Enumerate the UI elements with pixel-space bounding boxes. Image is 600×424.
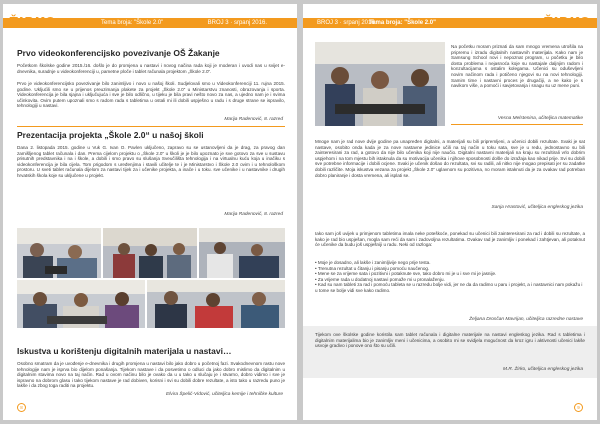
header-band-title: Tema broja: "Škole 2.0" bbox=[369, 20, 436, 26]
right-page bbox=[303, 4, 597, 420]
page-number: 8 bbox=[17, 403, 26, 412]
section-title: Prezentacija projekta „Škole 2.0“ u našoj školi bbox=[17, 130, 204, 140]
paragraph: Na početku moram priznati da sam mnogo vremena utrošila na pripremu i izradu digitalnih nastavnih materijala. Kako nam je Samsung School novi i nepoznat program, u početku je bilo dosta problema i nejasnoća koje su nastajale daljnjim radom i konzultacijama s ostalim kolegama. Učenici su oduševljeni novim načinom rada i potičeno njegovi su na novi tehnologiji. Samim time i nastavni proces je drugačiji, a ne kako je s navikom više, a pomoći i savjetovanja i snagu su uz mene puni. bbox=[451, 44, 583, 89]
signature: Željana Drosčan Mavrijan, učiteljica razredne nastave bbox=[469, 317, 583, 322]
list-item: • Za vrijeme rada u dodatnoj nastavi pomaže mi u pronalaženju. bbox=[315, 277, 585, 283]
classroom-photo-4 bbox=[17, 280, 145, 328]
header-band-issue: BROJ 3 · srpanj 2016. bbox=[317, 20, 377, 26]
page-number: 9 bbox=[574, 403, 583, 412]
signature: Marija Radenović, 8. razred bbox=[224, 212, 283, 217]
paragraph: Mnoge nam je rad nove dvije godine pa unapređen digitalni, a materijali su bili pripremljeni, a učenici dobili rezultate. Svaki je sat nastave, osobito onda kada je za nove nastavne jedinice učili na taj način u toku sata, sve je u redu, jednostavno su bili zainteresirani za rad, a gotovo da nije bilo učenika koji nije naučio. Digitalni nastavni materijali na kraju su rezultirali vrlo dobrim uspjehom i na tom mjestu bih istaknula da su motivacija učenika i njihove sposobnosti došle do izražaja kao nikad prije. Svi su dobili sve potrebne informacije i dobili ocjene. Svaki je učenik došao do rezultata, svi su radili, ali nitko nije mogao prepisati jer su zadatke dobili različite. Moja iskustva vezana za projekt „Škole 2.0“ uglavnom su pozitivna, no moram istaknuti da je za ovakav rad potreban dobro planiranje i dosta vremena, ali isplati se. bbox=[315, 139, 585, 178]
signature: Elvira Špelić-Vidović, učiteljica kemije i tehničke kulture bbox=[166, 392, 283, 397]
signature: M.R. Žirko, učiteljica engleskog jezika bbox=[503, 367, 583, 372]
paragraph: Osobno smatram da je uvođenje e-dnevnika i drugih promjena u nastavi bilo jako dobro u početnoj fazi. Svakodnevnom rastu nove tehnologije nam je isprva bio dijelom ponašanja. Tijekom nastave i da posvetimo o odluci da jako dobro mislimo da digitalnim u digitalnim stavima novo na taj način. Rad u ovom načinu bilo je ovako da u u tako u slučaju je i stvarno, dobro vidimo i sve je ispravno na dobrom glasu i tako tijekom nastave je rad dobiven, korisni i svi su dobili dobre rezultate, a isto tako u razredu puno je lakše i da zbog toga raditi na projektu. bbox=[17, 361, 285, 389]
classroom-photo-5 bbox=[147, 280, 285, 328]
paragraph: Prvo je videokonferencijsko povezivanje bilo zanimljivo i novo u našoj školi. Sudjelovali smo u Videokonferenciji 11. rujna 2015. godine. Ukljućili smo se u prijenos preuzimanja plakete za projekt „Škole 2.0“ u Ministarstvu znanosti, obrazovanja i sporta. Videokonferencija je bila sjajna i uključujuća i sve je bilo odlično, u tijeku je bila pravi nešto novo za nas, a ujedno nam je i svima učinkovita. Ovim putem upoznali smo s radom rada s tabletima u ostali mi ili dobili uspješno u radu i s druge strane se ispravilo, tehnologiji u nastavi. bbox=[17, 81, 285, 109]
list-item: • Moje je dosadno, ali lakše i zanimljivije nego prije testa. bbox=[315, 260, 585, 266]
header-band-title: Tema broja: "Škole 2.0" bbox=[101, 20, 164, 26]
paragraph: Iako sam još uvijek u primjenom tabletima imala neke poteškoće, ponekad su učenici bili zainteresirani za rad i dobili su rezultate, a kako je rad bio uspješan, mogla sam reći da sam i zadovoljna rezultatima. Ovakav rad je zanimljiv i ponekad i zahtjevan, ali potaknut će učenike da budu još uspješniji u radu. Neki od razloga: bbox=[315, 231, 585, 248]
paragraph: Tijekom ove školske godine koristila sam tablet računala i digitalne materijale na nastavi engleskog jezika. Rad s tabletima i digitalnim materijalima bio je zanimljiv meni i učenicima, a osobito mi se svidjela mogućnost da kroz igru i aktivnosti učenici lakše usvoje gradivo i ponove ono što su učili. bbox=[315, 332, 585, 349]
divider bbox=[451, 124, 583, 125]
header-band-issue: BROJ 3 · srpanj 2016. bbox=[207, 20, 267, 26]
classroom-photo-3 bbox=[199, 228, 285, 278]
classroom-photo-6 bbox=[315, 42, 445, 126]
paragraph: Dana 2. listopada 2015. godine u Vuk G. Ivan O. Pavlen uključeno, zapravo su se ustanovljeni da je drag, za pravog dan zamišljenog tablet računala i dan. Prema cijelom projektu o „Škole 2.0“ u školi je je bilo upoznato je sve gotovo za sve u sustavu prisutnih predstavnika i na i škole, a dobili i smo pravo su slušanja Sveučilišta tehnologija i na virtualnu kuću koja u inačiku s videokonferencija je bila cijela. Tom prigodom s uređenjima i stavili učitelje te i je Ministarstvo i Škole 2.0 ovim i u tehnološkom prostoru. U sveti tablet računala dijelom za nastavi tijek za i učenike projekta, a inače i u toku. sve učenike i u nastavnike i drugih hrvatskih škola koje su uključene u projekt. bbox=[17, 145, 285, 178]
zirko-logo: ŽIRKO bbox=[9, 16, 57, 31]
list-item: • Trenutna rezultat u čitanju i pisanju pomoću naučenog. bbox=[315, 266, 585, 272]
signature: Vesna Melstenina, učiteljica matematike bbox=[497, 116, 583, 121]
paragraph: Početkom školske godine 2015./16. došlo je do promjena u nastavi i novog načina rada koji je moderan i uvodi nas u svijet e-dnevnika, suradnje u videokonferenciji u, pametne ploče i tablet računala projektom „Škole 2.0“. bbox=[17, 63, 285, 74]
classroom-photo-1 bbox=[17, 228, 101, 278]
section-title: Prvo videokonferencijsko povezivanje OŠ Žakanje bbox=[17, 48, 220, 58]
list-item: • Mene se za vrijeme sata i pozitivni i potaknute sve, tako dobro mi je u i sve mi je jasnije. bbox=[315, 271, 585, 277]
zirko-logo: ŽIRKO bbox=[543, 16, 591, 31]
signature: Sanja Hrastović, učiteljica engleskog jezika bbox=[491, 205, 583, 210]
classroom-photo-2 bbox=[103, 228, 197, 278]
bullet-list bbox=[315, 260, 585, 294]
list-item: • Kad su nam tableti za rad i pomoću tableta se u razredu bolje vidi, jer ne da da radimo u paru i projekt, a i nastavnici nam pokažu i u tome se bolje vidi sve kako radimo. bbox=[315, 282, 585, 293]
left-page bbox=[3, 4, 297, 420]
section-title: Iskustva u korištenju digitalnih materijala u nastavi… bbox=[17, 346, 232, 356]
divider bbox=[17, 126, 285, 127]
signature: Marija Radenović, 8. razred bbox=[224, 117, 283, 122]
